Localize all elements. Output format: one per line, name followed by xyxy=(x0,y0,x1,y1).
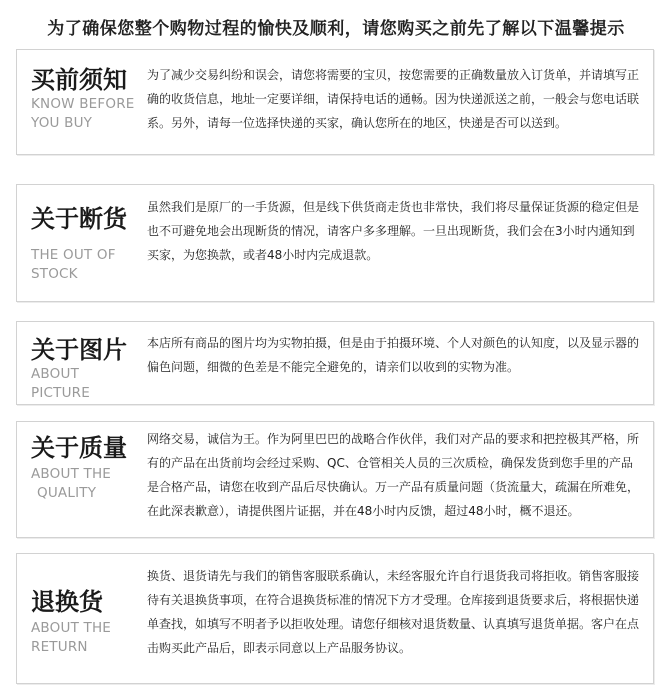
section-body: 为了减少交易纠纷和误会，请您将需要的宝贝，按您需要的正确数量放入订货单，并请填写正确的收货信息，地址一定要详细，请保持电话的通畅。因为快递派送之前，一般会与您电话联系。另外，请每一位选择快递的买家，确认您所在的地区，快递是否可以送到。 xyxy=(147,68,640,130)
section-title-zh: 买前须知 xyxy=(31,66,127,94)
section-body: 虽然我们是原厂的一手货源，但是线下供货商走货也非常快，我们将尽量保证货源的稳定但是也不可避免地会出现断货的情况，请客户多多理解。一旦出现断货，我们会在3小时内通知到买家，为您换款，或者48小时内完成退款。 xyxy=(147,200,640,262)
section-title-zh: 退换货 xyxy=(31,588,103,616)
section-body: 本店所有商品的图片均为实物拍摄，但是由于拍摄环境、个人对颜色的认知度，以及显示器的偏色问题，细微的色差是不能完全避免的，请亲们以收到的实物为准。 xyxy=(147,336,640,374)
section-title-zh: 关于质量 xyxy=(31,434,127,462)
section-body: 换货、退货请先与我们的销售客服联系确认，未经客服允许自行退货我司将拒收。销售客服接待有关退换货事项，在符合退换货标准的情况下方才受理。仓库接到退货要求后，将根据快递单查找，如填写不明者予以拒收处理。请您仔细核对退货数量、认真填写退货单据。客户在点击购买此产品后，即表示同意以上产品服务协议。 xyxy=(147,569,640,655)
section-about-picture xyxy=(16,321,654,405)
section-title-en-line1: ABOUT THE xyxy=(31,620,112,636)
page-title: 为了确保您整个购物过程的愉快及顺利，请您购买之前先了解以下温馨提示 xyxy=(47,19,625,39)
section-return xyxy=(16,553,654,684)
section-title-en-line1: THE OUT OF xyxy=(31,247,116,263)
section-title-en-line2: PICTURE xyxy=(31,385,90,401)
section-title-zh: 关于断货 xyxy=(31,205,127,233)
section-label xyxy=(31,205,127,283)
section-label xyxy=(31,336,127,402)
section-label xyxy=(31,434,127,502)
section-title-en-line1: ABOUT xyxy=(31,366,80,382)
section-title-en-line2: YOU BUY xyxy=(31,115,93,131)
section-title-en-line2: RETURN xyxy=(31,639,88,655)
section-out-of-stock xyxy=(16,184,654,302)
section-title-zh: 关于图片 xyxy=(31,336,127,364)
section-title-en-line2: QUALITY xyxy=(37,485,97,501)
section-title-en-line1: ABOUT THE xyxy=(31,466,112,482)
section-body: 网络交易，诚信为王。作为阿里巴巴的战略合作伙伴，我们对产品的要求和把控极其严格，所有的产品在出货前均会经过采购、QC、仓管相关人员的三次质检，确保发货到您手里的产品是合格产品，请您在收到产品后尽快确认。万一产品有质量问题（货流量大，疏漏在所难免，在此深表歉意），请提供图片证据，并在48小时内反馈，超过48小时，概不退还。 xyxy=(147,432,640,518)
section-label xyxy=(31,66,135,132)
section-title-en-line1: KNOW BEFORE xyxy=(31,96,135,112)
section-label xyxy=(31,588,111,656)
section-title-en-line2: STOCK xyxy=(31,266,78,282)
section-about-quality xyxy=(16,421,654,538)
section-know-before-buy xyxy=(16,49,654,155)
